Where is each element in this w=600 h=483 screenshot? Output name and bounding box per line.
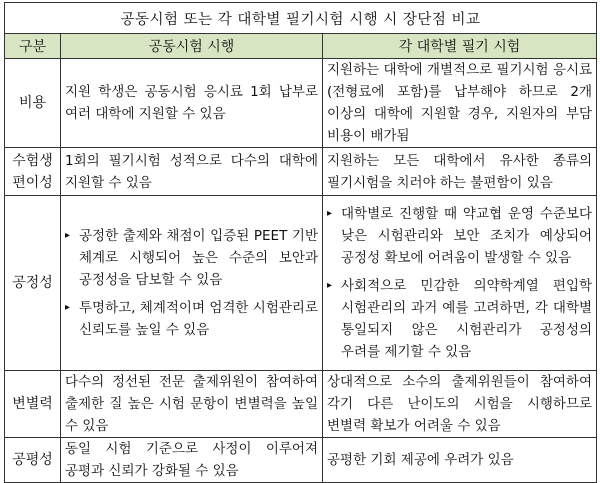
common-cell: 지원 학생은 공동시험 응시료 1회 납부로 여러 대학에 지원할 수 있음	[61, 59, 323, 148]
header-individual-exam: 각 대학별 필기 시험	[323, 34, 597, 59]
list-item: ▸ 투명하고, 체계적이며 엄격한 시험관리로 신뢰도를 높일 수 있음	[65, 297, 318, 341]
row-category: 공평성	[5, 438, 61, 483]
row-category: 공정성	[5, 196, 61, 371]
common-cell: 다수의 정선된 전문 출제위원이 참여하여 출제한 질 높은 시험 문항이 변별력을 높일 수 있음	[61, 371, 323, 438]
row-category: 비용	[5, 59, 61, 148]
comparison-table	[4, 2, 597, 483]
individual-cell	[323, 196, 597, 371]
row-category: 수험생 편이성	[5, 148, 61, 196]
list-item: ▸ 대학별로 진행할 때 약교협 운영 수준보다 낮은 시험관리와 보안 조치가 예상되어 공정성 확보에 어려움이 발생할 수 있음	[327, 203, 592, 269]
individual-cell: 지원하는 모든 대학에서 유사한 종류의 필기시험을 치러야 하는 불편함이 있음	[323, 148, 597, 196]
list-item: ▸ 공정한 출제와 채점이 입증된 PEET 기반 체계로 시행되어 높은 수준의 보안과 공정성을 담보할 수 있음	[65, 225, 318, 291]
table-row	[5, 438, 597, 483]
table-row	[5, 371, 597, 438]
triangle-right-icon: ▸	[65, 302, 71, 313]
individual-cell: 공평한 기회 제공에 우려가 있음	[323, 438, 597, 483]
triangle-right-icon: ▸	[327, 208, 333, 219]
header-common-exam: 공동시험 시행	[61, 34, 323, 59]
table-row	[5, 196, 597, 371]
triangle-right-icon: ▸	[65, 230, 71, 241]
triangle-right-icon: ▸	[327, 280, 333, 291]
header-row	[5, 34, 597, 59]
common-cell	[61, 196, 323, 371]
list-item: ▸ 사회적으로 민감한 의약학계열 편입학 시험관리의 과거 예를 고려하면, 각 대학별 통일되지 않은 시험관리가 공정성의 우려를 제기할 수 있음	[327, 275, 592, 363]
individual-cell: 지원하는 대학에 개별적으로 필기시험 응시료(전형료에 포함)를 납부해야 하므로 2개 이상의 대학에 지원할 경우, 지원자의 부담 비용이 배가됨	[323, 59, 597, 148]
table-row	[5, 148, 597, 196]
common-cell: 동일 시험 기준으로 사정이 이루어져 공평과 신뢰가 강화될 수 있음	[61, 438, 323, 483]
row-category: 변별력	[5, 371, 61, 438]
common-cell: 1회의 필기시험 성적으로 다수의 대학에 지원할 수 있음	[61, 148, 323, 196]
header-category: 구분	[5, 34, 61, 59]
table-row	[5, 59, 597, 148]
individual-cell: 상대적으로 소수의 출제위원들이 참여하여 각기 다른 난이도의 시험을 시행하므로 변별력 확보가 어려울 수 있음	[323, 371, 597, 438]
table-title-row	[5, 3, 597, 34]
table-title: 공동시험 또는 각 대학별 필기시험 시행 시 장단점 비교	[5, 3, 597, 34]
